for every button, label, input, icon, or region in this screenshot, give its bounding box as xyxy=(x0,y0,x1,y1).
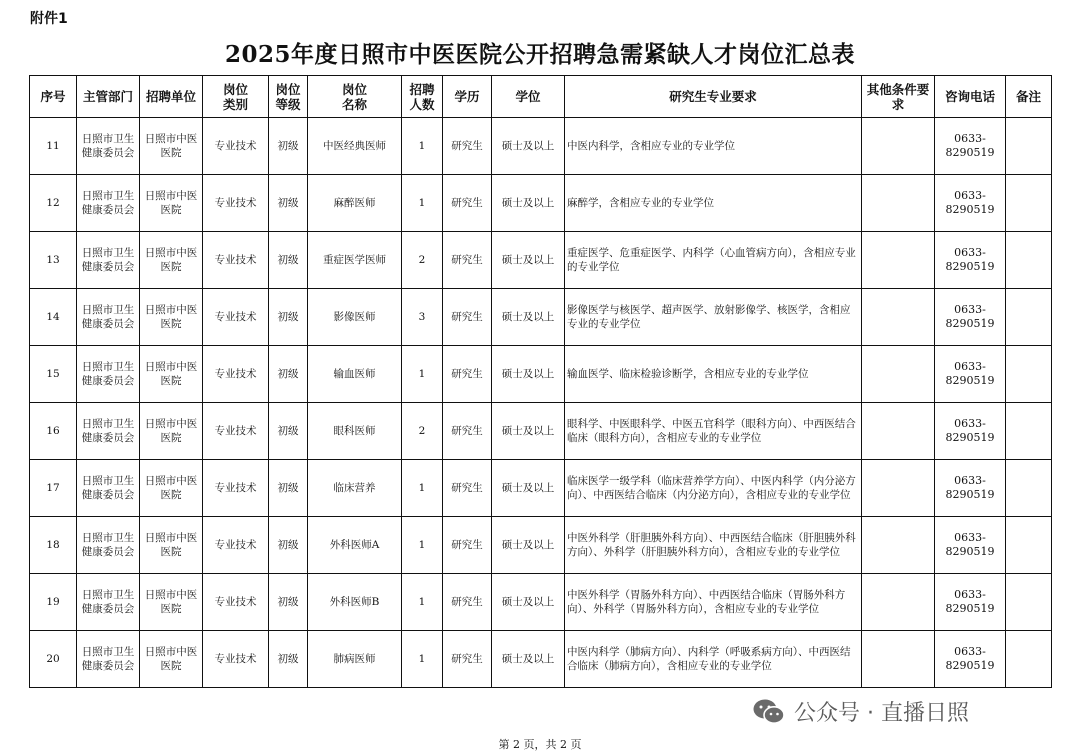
cell-position-name: 外科医师A xyxy=(308,517,402,574)
cell-major: 中医内科学，含相应专业的专业学位 xyxy=(565,118,862,175)
cell-level: 初级 xyxy=(269,460,308,517)
cell-degree: 硕士及以上 xyxy=(492,460,565,517)
cell-unit: 日照市中医医院 xyxy=(140,574,203,631)
cell-note xyxy=(1006,175,1052,232)
cell-dept: 日照市卫生健康委员会 xyxy=(77,574,140,631)
watermark xyxy=(752,696,969,727)
cell-unit: 日照市中医医院 xyxy=(140,631,203,688)
cell-dept: 日照市卫生健康委员会 xyxy=(77,403,140,460)
cell-education: 研究生 xyxy=(443,403,492,460)
cell-level: 初级 xyxy=(269,517,308,574)
cell-category: 专业技术 xyxy=(203,460,269,517)
cell-category: 专业技术 xyxy=(203,403,269,460)
cell-level: 初级 xyxy=(269,232,308,289)
cell-unit: 日照市中医医院 xyxy=(140,517,203,574)
cell-category: 专业技术 xyxy=(203,232,269,289)
cell-count: 1 xyxy=(402,175,443,232)
cell-dept: 日照市卫生健康委员会 xyxy=(77,175,140,232)
table-row xyxy=(30,631,1052,688)
cell-position-name: 输血医师 xyxy=(308,346,402,403)
positions-table xyxy=(29,75,1052,688)
header-major: 研究生专业要求 xyxy=(565,76,862,118)
cell-count: 1 xyxy=(402,574,443,631)
cell-level: 初级 xyxy=(269,118,308,175)
cell-unit: 日照市中医医院 xyxy=(140,346,203,403)
cell-phone: 0633-8290519 xyxy=(935,232,1006,289)
header-no: 序号 xyxy=(30,76,77,118)
cell-count: 2 xyxy=(402,403,443,460)
table-row xyxy=(30,118,1052,175)
cell-major: 影像医学与核医学、超声医学、放射影像学、核医学，含相应专业的专业学位 xyxy=(565,289,862,346)
header-level: 岗位等级 xyxy=(269,76,308,118)
cell-degree: 硕士及以上 xyxy=(492,574,565,631)
cell-unit: 日照市中医医院 xyxy=(140,460,203,517)
cell-major: 眼科学、中医眼科学、中医五官科学（眼科方向）、中西医结合临床（眼科方向），含相应专业的专业学位 xyxy=(565,403,862,460)
table-body xyxy=(30,118,1052,688)
cell-category: 专业技术 xyxy=(203,289,269,346)
cell-dept: 日照市卫生健康委员会 xyxy=(77,232,140,289)
cell-position-name: 临床营养 xyxy=(308,460,402,517)
cell-degree: 硕士及以上 xyxy=(492,175,565,232)
cell-dept: 日照市卫生健康委员会 xyxy=(77,517,140,574)
cell-other xyxy=(862,175,935,232)
cell-other xyxy=(862,631,935,688)
cell-unit: 日照市中医医院 xyxy=(140,175,203,232)
cell-degree: 硕士及以上 xyxy=(492,232,565,289)
cell-phone: 0633-8290519 xyxy=(935,403,1006,460)
cell-education: 研究生 xyxy=(443,517,492,574)
cell-major: 中医外科学（胃肠外科方向）、中西医结合临床（胃肠外科方向）、外科学（胃肠外科方向），含相应专业的专业学位 xyxy=(565,574,862,631)
cell-phone: 0633-8290519 xyxy=(935,175,1006,232)
cell-other xyxy=(862,403,935,460)
cell-major: 重症医学、危重症医学、内科学（心血管病方向），含相应专业的专业学位 xyxy=(565,232,862,289)
cell-degree: 硕士及以上 xyxy=(492,346,565,403)
header-education: 学历 xyxy=(443,76,492,118)
wechat-icon xyxy=(752,697,786,727)
cell-position-name: 肺病医师 xyxy=(308,631,402,688)
cell-education: 研究生 xyxy=(443,118,492,175)
cell-no: 16 xyxy=(30,403,77,460)
cell-education: 研究生 xyxy=(443,289,492,346)
cell-position-name: 眼科医师 xyxy=(308,403,402,460)
cell-phone: 0633-8290519 xyxy=(935,289,1006,346)
page-footer: 第 2 页，共 2 页 xyxy=(498,738,582,751)
cell-no: 13 xyxy=(30,232,77,289)
cell-no: 20 xyxy=(30,631,77,688)
cell-no: 19 xyxy=(30,574,77,631)
cell-no: 12 xyxy=(30,175,77,232)
cell-phone: 0633-8290519 xyxy=(935,574,1006,631)
cell-degree: 硕士及以上 xyxy=(492,517,565,574)
header-count: 招聘人数 xyxy=(402,76,443,118)
cell-dept: 日照市卫生健康委员会 xyxy=(77,289,140,346)
cell-other xyxy=(862,460,935,517)
cell-phone: 0633-8290519 xyxy=(935,517,1006,574)
cell-count: 1 xyxy=(402,346,443,403)
cell-note xyxy=(1006,517,1052,574)
cell-count: 1 xyxy=(402,460,443,517)
cell-no: 18 xyxy=(30,517,77,574)
cell-category: 专业技术 xyxy=(203,631,269,688)
cell-note xyxy=(1006,403,1052,460)
cell-count: 3 xyxy=(402,289,443,346)
cell-count: 1 xyxy=(402,118,443,175)
cell-position-name: 影像医师 xyxy=(308,289,402,346)
cell-level: 初级 xyxy=(269,289,308,346)
table-row xyxy=(30,403,1052,460)
cell-education: 研究生 xyxy=(443,346,492,403)
cell-count: 1 xyxy=(402,517,443,574)
header-category: 岗位类别 xyxy=(203,76,269,118)
cell-phone: 0633-8290519 xyxy=(935,460,1006,517)
cell-major: 中医外科学（肝胆胰外科方向）、中西医结合临床（肝胆胰外科方向）、外科学（肝胆胰外科方向），含相应专业的专业学位 xyxy=(565,517,862,574)
cell-note xyxy=(1006,232,1052,289)
cell-degree: 硕士及以上 xyxy=(492,289,565,346)
cell-level: 初级 xyxy=(269,403,308,460)
cell-level: 初级 xyxy=(269,175,308,232)
cell-degree: 硕士及以上 xyxy=(492,403,565,460)
cell-other xyxy=(862,574,935,631)
cell-category: 专业技术 xyxy=(203,517,269,574)
cell-count: 1 xyxy=(402,631,443,688)
cell-unit: 日照市中医医院 xyxy=(140,118,203,175)
cell-major: 输血医学、临床检验诊断学，含相应专业的专业学位 xyxy=(565,346,862,403)
cell-major: 麻醉学，含相应专业的专业学位 xyxy=(565,175,862,232)
cell-no: 14 xyxy=(30,289,77,346)
cell-category: 专业技术 xyxy=(203,118,269,175)
cell-degree: 硕士及以上 xyxy=(492,631,565,688)
cell-note xyxy=(1006,574,1052,631)
cell-no: 11 xyxy=(30,118,77,175)
cell-position-name: 外科医师B xyxy=(308,574,402,631)
cell-note xyxy=(1006,289,1052,346)
header-dept: 主管部门 xyxy=(77,76,140,118)
cell-note xyxy=(1006,118,1052,175)
header-note: 备注 xyxy=(1006,76,1052,118)
header-position-name: 岗位名称 xyxy=(308,76,402,118)
table-row xyxy=(30,175,1052,232)
cell-other xyxy=(862,517,935,574)
cell-education: 研究生 xyxy=(443,175,492,232)
header-unit: 招聘单位 xyxy=(140,76,203,118)
cell-count: 2 xyxy=(402,232,443,289)
cell-category: 专业技术 xyxy=(203,574,269,631)
cell-phone: 0633-8290519 xyxy=(935,118,1006,175)
cell-education: 研究生 xyxy=(443,631,492,688)
cell-dept: 日照市卫生健康委员会 xyxy=(77,346,140,403)
cell-position-name: 重症医学医师 xyxy=(308,232,402,289)
cell-note xyxy=(1006,631,1052,688)
cell-unit: 日照市中医医院 xyxy=(140,232,203,289)
cell-other xyxy=(862,289,935,346)
table-row xyxy=(30,232,1052,289)
header-row xyxy=(30,76,1052,118)
cell-unit: 日照市中医医院 xyxy=(140,403,203,460)
cell-no: 15 xyxy=(30,346,77,403)
cell-dept: 日照市卫生健康委员会 xyxy=(77,118,140,175)
cell-other xyxy=(862,232,935,289)
header-other: 其他条件要求 xyxy=(862,76,935,118)
cell-level: 初级 xyxy=(269,346,308,403)
cell-other xyxy=(862,346,935,403)
header-degree: 学位 xyxy=(492,76,565,118)
table-row xyxy=(30,346,1052,403)
watermark-text: 公众号 · 直播日照 xyxy=(794,701,969,726)
cell-degree: 硕士及以上 xyxy=(492,118,565,175)
cell-note xyxy=(1006,460,1052,517)
cell-phone: 0633-8290519 xyxy=(935,631,1006,688)
cell-education: 研究生 xyxy=(443,460,492,517)
cell-level: 初级 xyxy=(269,574,308,631)
cell-major: 临床医学一级学科（临床营养学方向）、中医内科学（内分泌方向）、中西医结合临床（内分泌方向），含相应专业的专业学位 xyxy=(565,460,862,517)
cell-dept: 日照市卫生健康委员会 xyxy=(77,460,140,517)
cell-no: 17 xyxy=(30,460,77,517)
cell-category: 专业技术 xyxy=(203,175,269,232)
cell-note xyxy=(1006,346,1052,403)
cell-category: 专业技术 xyxy=(203,346,269,403)
cell-major: 中医内科学（肺病方向）、内科学（呼吸系病方向）、中西医结合临床（肺病方向），含相应专业的专业学位 xyxy=(565,631,862,688)
table-row xyxy=(30,574,1052,631)
page-title: 2025年度日照市中医医院公开招聘急需紧缺人才岗位汇总表 xyxy=(224,41,855,68)
table-row xyxy=(30,460,1052,517)
table-row xyxy=(30,289,1052,346)
cell-other xyxy=(862,118,935,175)
cell-phone: 0633-8290519 xyxy=(935,346,1006,403)
attachment-label: 附件1 xyxy=(30,11,68,27)
cell-dept: 日照市卫生健康委员会 xyxy=(77,631,140,688)
cell-unit: 日照市中医医院 xyxy=(140,289,203,346)
cell-position-name: 中医经典医师 xyxy=(308,118,402,175)
cell-position-name: 麻醉医师 xyxy=(308,175,402,232)
cell-education: 研究生 xyxy=(443,574,492,631)
cell-education: 研究生 xyxy=(443,232,492,289)
cell-level: 初级 xyxy=(269,631,308,688)
table-row xyxy=(30,517,1052,574)
header-phone: 咨询电话 xyxy=(935,76,1006,118)
